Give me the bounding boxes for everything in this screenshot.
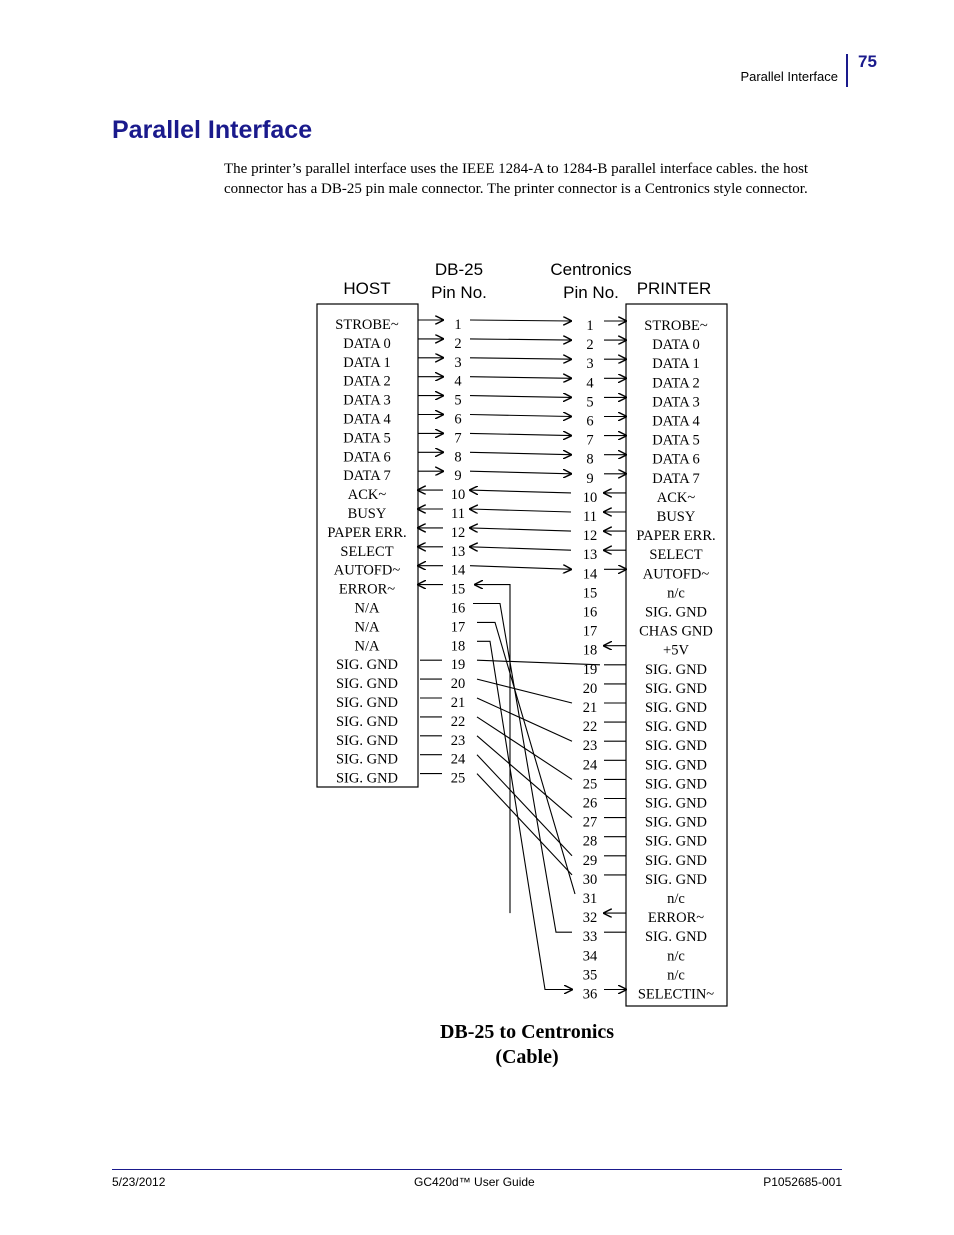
cable-wire-forward bbox=[470, 339, 571, 340]
centronics-pin-number: 2 bbox=[586, 337, 594, 354]
centronics-pin-number: 6 bbox=[586, 413, 594, 430]
cable-wire-forward bbox=[470, 377, 571, 379]
db25-pin-number: 15 bbox=[450, 581, 466, 598]
printer-heading: PRINTER bbox=[636, 279, 712, 298]
centronics-pin-number: 30 bbox=[582, 871, 598, 888]
db25-pin-number: 17 bbox=[450, 619, 466, 636]
host-signal-label: STROBE~ bbox=[335, 317, 399, 333]
centronics-heading-line1: Centronics bbox=[550, 260, 632, 279]
centronics-pin-number: 21 bbox=[582, 700, 598, 716]
printer-signal-label: AUTOFD~ bbox=[642, 566, 710, 583]
host-signal-label: DATA 3 bbox=[343, 392, 391, 409]
db25-pin-number: 8 bbox=[454, 449, 462, 466]
centronics-pin-number: 24 bbox=[582, 757, 598, 774]
centronics-pin-number: 12 bbox=[582, 528, 598, 545]
centronics-pin-number: 32 bbox=[582, 910, 598, 927]
printer-signal-label: SIG. GND bbox=[644, 871, 708, 888]
printer-signal-label: STROBE~ bbox=[644, 318, 708, 334]
printer-signal-label: SIG. GND bbox=[644, 700, 708, 716]
cable-wire-selectin bbox=[477, 641, 572, 989]
db25-pin-number: 18 bbox=[450, 638, 466, 655]
db25-pin-number: 7 bbox=[454, 430, 462, 447]
cable-wire-n-a-16 bbox=[473, 604, 572, 933]
page-number: 75 bbox=[858, 52, 877, 71]
printer-signal-label: SELECTIN~ bbox=[637, 986, 715, 1003]
db25-pin-number: 20 bbox=[450, 676, 466, 693]
db25-pin-number: 6 bbox=[454, 411, 462, 428]
printer-signal-label: DATA 3 bbox=[652, 394, 700, 411]
printer-signal-label: CHAS GND bbox=[639, 623, 713, 640]
cable-wire-gnd-21 bbox=[477, 698, 572, 741]
centronics-pin-number: 20 bbox=[582, 680, 598, 697]
cable-wire-reverse bbox=[470, 490, 571, 493]
centronics-pin-number: 33 bbox=[582, 929, 598, 946]
diagram-caption bbox=[377, 1020, 677, 1070]
footer-doc-number: P1052685-001 bbox=[763, 1175, 842, 1189]
printer-signal-label: n/c bbox=[667, 948, 685, 965]
header-section-title: Parallel Interface bbox=[740, 69, 838, 84]
printer-signal-label: SIG. GND bbox=[644, 776, 708, 793]
printer-signal-label: SIG. GND bbox=[644, 814, 708, 831]
centronics-pin-number: 9 bbox=[586, 470, 594, 487]
host-signal-label: DATA 2 bbox=[343, 373, 391, 390]
centronics-pin-number: 18 bbox=[582, 642, 598, 659]
centronics-pin-number: 5 bbox=[586, 394, 594, 411]
host-signal-label: DATA 6 bbox=[343, 449, 391, 466]
host-signal-label: AUTOFD~ bbox=[333, 562, 401, 579]
caption-line2: (Cable) bbox=[495, 1046, 559, 1068]
centronics-pin-number: 17 bbox=[582, 623, 598, 640]
printer-signal-label: DATA 6 bbox=[652, 451, 700, 468]
db25-pin-number: 21 bbox=[450, 695, 466, 711]
centronics-pin-number: 14 bbox=[582, 566, 598, 583]
host-signal-label: BUSY bbox=[347, 506, 387, 522]
printer-signal-label: DATA 0 bbox=[652, 337, 700, 354]
db25-pin-number: 2 bbox=[454, 335, 462, 352]
printer-signal-label: SIG. GND bbox=[644, 852, 708, 869]
host-signal-label: SIG. GND bbox=[335, 713, 399, 730]
centronics-pin-number: 29 bbox=[582, 852, 598, 869]
centronics-pin-number: 13 bbox=[582, 547, 598, 564]
cable-wire-forward bbox=[470, 433, 571, 435]
centronics-heading-line2: Pin No. bbox=[563, 283, 619, 302]
host-signal-label: SIG. GND bbox=[335, 695, 399, 711]
db25-pin-number: 25 bbox=[450, 770, 466, 787]
centronics-pin-number: 1 bbox=[586, 318, 594, 334]
host-signal-label: SIG. GND bbox=[335, 732, 399, 749]
cable-wire-reverse bbox=[470, 547, 571, 550]
host-signal-label: N/A bbox=[354, 600, 380, 617]
db25-pin-number: 5 bbox=[454, 392, 462, 409]
centronics-pin-number: 26 bbox=[582, 795, 598, 812]
cable-wire-forward bbox=[470, 566, 571, 570]
printer-signal-label: PAPER ERR. bbox=[636, 528, 716, 545]
cable-wire-gnd-20 bbox=[477, 679, 572, 703]
db25-pin-number: 19 bbox=[450, 657, 466, 674]
db25-pin-number: 14 bbox=[450, 562, 466, 579]
printer-signal-label: DATA 7 bbox=[652, 470, 700, 487]
host-signal-label: ACK~ bbox=[347, 487, 387, 504]
db25-pin-number: 3 bbox=[454, 354, 462, 371]
host-signal-label: SIG. GND bbox=[335, 751, 399, 768]
host-signal-label: DATA 7 bbox=[343, 468, 391, 485]
printer-signal-label: ACK~ bbox=[656, 489, 696, 506]
footer-date: 5/23/2012 bbox=[112, 1175, 166, 1189]
db25-pin-number: 23 bbox=[450, 732, 466, 749]
host-heading: HOST bbox=[343, 279, 391, 298]
db25-pin-number: 22 bbox=[450, 713, 466, 730]
cable-wire-forward bbox=[470, 452, 571, 454]
intro-paragraph: The printer’s parallel interface uses the IEEE 1284-A to 1284-B parallel interface cables. the host connector has a DB-25 pin male connector. The printer connector is a Centronics style connector. bbox=[224, 161, 809, 197]
db25-pin-number: 10 bbox=[450, 487, 466, 504]
printer-signal-label: SIG. GND bbox=[644, 833, 708, 850]
printer-signal-label: BUSY bbox=[656, 509, 696, 525]
centronics-pin-number: 7 bbox=[586, 432, 594, 449]
centronics-pin-number: 34 bbox=[582, 948, 598, 965]
centronics-pin-number: 19 bbox=[582, 661, 598, 678]
host-signal-label: SELECT bbox=[340, 543, 394, 560]
printer-signal-label: SIG. GND bbox=[644, 795, 708, 812]
host-signal-label: SIG. GND bbox=[335, 676, 399, 693]
centronics-pin-number: 27 bbox=[582, 814, 598, 831]
cable-wire-reverse bbox=[470, 509, 571, 512]
centronics-pin-number: 31 bbox=[582, 891, 598, 907]
printer-signal-label: SIG. GND bbox=[644, 719, 708, 736]
printer-signal-label: DATA 2 bbox=[652, 375, 700, 392]
host-signal-label: SIG. GND bbox=[335, 770, 399, 787]
printer-signal-label: SELECT bbox=[649, 547, 703, 564]
host-signal-label: ERROR~ bbox=[338, 581, 396, 598]
centronics-pin-number: 8 bbox=[586, 451, 594, 468]
centronics-pin-number: 22 bbox=[582, 719, 598, 736]
db25-pin-number: 4 bbox=[454, 373, 462, 390]
cable-wire-forward bbox=[470, 396, 571, 398]
printer-signal-label: SIG. GND bbox=[644, 661, 708, 678]
host-signal-label: N/A bbox=[354, 638, 380, 655]
centronics-pin-number: 16 bbox=[582, 604, 598, 621]
host-signal-label: DATA 1 bbox=[343, 354, 391, 371]
host-signal-label: DATA 5 bbox=[343, 430, 391, 447]
printer-signal-label: SIG. GND bbox=[644, 738, 708, 755]
printer-signal-label: SIG. GND bbox=[644, 757, 708, 774]
host-signal-label: DATA 4 bbox=[343, 411, 391, 428]
printer-signal-label: DATA 5 bbox=[652, 432, 700, 449]
cable-wire-forward bbox=[470, 471, 571, 474]
centronics-pin-number: 15 bbox=[582, 585, 598, 602]
printer-signal-label: n/c bbox=[667, 891, 685, 907]
db25-pin-number: 13 bbox=[450, 543, 466, 560]
centronics-pin-number: 11 bbox=[583, 509, 597, 525]
page-title: Parallel Interface bbox=[112, 116, 313, 144]
footer-divider bbox=[112, 1169, 842, 1170]
host-signal-label: N/A bbox=[354, 619, 380, 636]
centronics-pin-number: 36 bbox=[582, 986, 598, 1003]
centronics-pin-number: 10 bbox=[582, 489, 598, 506]
footer-guide-title: GC420d™ User Guide bbox=[414, 1175, 535, 1189]
centronics-pin-number: 25 bbox=[582, 776, 598, 793]
host-signal-label: PAPER ERR. bbox=[327, 524, 407, 541]
centronics-pin-number: 23 bbox=[582, 738, 598, 755]
db25-pin-number: 9 bbox=[454, 468, 462, 485]
db25-pin-number: 16 bbox=[450, 600, 466, 617]
centronics-pin-number: 4 bbox=[586, 375, 594, 392]
db25-heading-line2: Pin No. bbox=[431, 283, 487, 302]
printer-signal-label: ERROR~ bbox=[647, 910, 705, 927]
centronics-pin-number: 35 bbox=[582, 967, 598, 984]
db25-pin-number: 24 bbox=[450, 751, 466, 768]
db25-pin-number: 12 bbox=[450, 524, 466, 541]
caption-line1: DB-25 to Centronics bbox=[439, 1021, 615, 1043]
centronics-pin-number: 28 bbox=[582, 833, 598, 850]
db25-heading-line1: DB-25 bbox=[434, 260, 484, 279]
printer-signal-label: n/c bbox=[667, 967, 685, 984]
cable-wire-reverse bbox=[470, 528, 571, 531]
host-signal-label: DATA 0 bbox=[343, 335, 391, 352]
printer-signal-label: DATA 4 bbox=[652, 413, 700, 430]
printer-signal-label: n/c bbox=[667, 585, 685, 602]
printer-signal-label: SIG. GND bbox=[644, 604, 708, 621]
cable-wire-forward bbox=[470, 415, 571, 417]
printer-signal-label: +5V bbox=[663, 642, 689, 659]
printer-signal-label: SIG. GND bbox=[644, 680, 708, 697]
cable-wire-gnd-19 bbox=[477, 660, 600, 665]
host-signal-label: SIG. GND bbox=[335, 657, 399, 674]
db25-pin-number: 11 bbox=[451, 506, 465, 522]
cable-wire-forward bbox=[470, 320, 571, 321]
centronics-pin-number: 3 bbox=[586, 356, 594, 373]
db25-pin-number: 1 bbox=[454, 317, 462, 333]
printer-signal-label: SIG. GND bbox=[644, 929, 708, 946]
printer-signal-label: DATA 1 bbox=[652, 356, 700, 373]
cable-wire-forward bbox=[470, 358, 571, 359]
